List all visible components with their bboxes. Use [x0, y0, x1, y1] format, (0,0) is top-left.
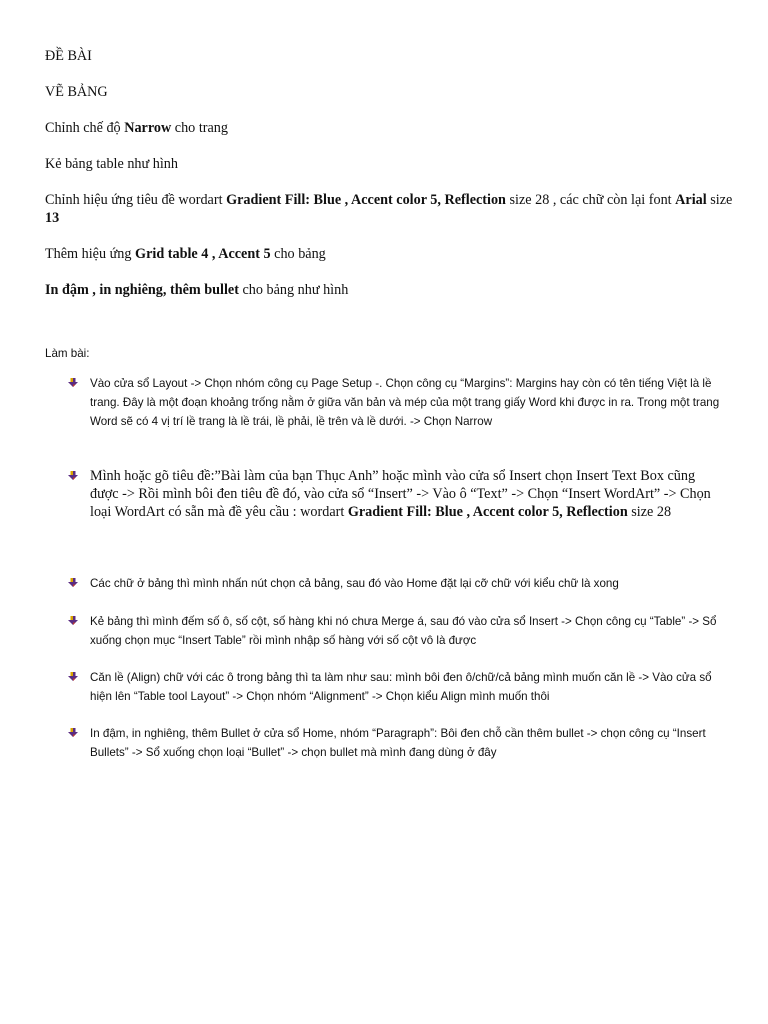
document-page: ĐỀ BÀI VẼ BẢNG Chỉnh chế độ Narrow cho trang Kẻ bảng table như hình Chỉnh hiệu ứng tiêu đề wordart Gradient Fill: Blue , Accent color 5, Reflection size 28 , các chữ còn lại font Arial size 13 Thêm hiệu ứng Grid table 4 , Accent 5 cho bảng In đậm , in nghiêng, thêm bullet cho bảng như hình Làm bài: Vào cửa sổ Layout -> Chọn nhóm công cụ Page Setup -. Chọn công cụ “Margins”: Margins hay còn có tên tiếng Việt là lề trang. Đây là một đoạn khoảng trống nằm ở giữa văn bản và mép của một trang giấy Word khi được in ra. Trong một trang Word sẽ có 4 vị trí lề trang là lề trái, lề phải, lề trên và lề dưới. -> Chọn Narrow Mình hoặc gõ tiêu đề:”Bài làm của bạn Thục Anh” hoặc mình vào cửa sổ Insert chọn Insert Text Box cũng được -> Rồi mình bôi đen tiêu đề đó, vào cửa sổ “Insert” -> Vào ô “Text” -> Chọn “Insert WordArt” -> Chọn loại WordArt có sẵn mà đề yêu cầu : wordart Gradient Fill: Blue , Accent color 5, Reflection size 28 Các chữ ở bảng thì mình nhấn nút chọn cả bảng, sau đó vào Home đặt lại cỡ chữ với kiểu chữ là xong Kẻ bảng thì mình đếm số ô, số cột, số hàng khi nó chưa Merge á, sau đó vào cửa sổ Insert -> Chọn công cụ “Table” -> Sổ xuống chọn mục “Insert Table” rồi mình nhập số hàng với số cột vô là được Căn lề (Align) chữ với các ô trong bảng thì ta làm như sau: mình bôi đen ô/chữ/cả bảng mình muốn căn lề -> Vào cửa sổ hiện lên “Table tool Layout” -> Chọn nhóm “Alignment” -> Chọn kiểu Align mình muốn thôi In đậm, in nghiêng, thêm Bullet ở cửa sổ Home, nhóm “Paragraph”: Bôi đen chỗ cần thêm bullet -> chọn công cụ “Insert Bullets” -> Sổ xuống chọn loại “Bullet” -> chọn bullet mà mình đang dùng ở đây [0, 0, 768, 1024]
arrow-bullet-icon [68, 616, 78, 626]
requirement-wordart: Chỉnh hiệu ứng tiêu đề wordart Gradient Fill: Blue , Accent color 5, Reflection size 28 , các chữ còn lại font Arial size 13 [45, 192, 733, 226]
exercise-title: ĐỀ BÀI [45, 48, 92, 64]
requirement-grid-table: Thêm hiệu ứng Grid table 4 , Accent 5 cho bảng [45, 246, 326, 262]
arrow-bullet-icon [68, 471, 78, 481]
exercise-subtitle: VẼ BẢNG [45, 84, 108, 100]
arrow-bullet-icon [68, 672, 78, 682]
requirement-table: Kẻ bảng table như hình [45, 156, 178, 172]
arrow-bullet-icon [68, 578, 78, 588]
arrow-bullet-icon [68, 378, 78, 388]
requirement-bold-italic: In đậm , in nghiêng, thêm bullet cho bảng như hình [45, 282, 349, 298]
requirement-narrow: Chỉnh chế độ Narrow cho trang [45, 120, 228, 136]
arrow-bullet-icon [68, 728, 78, 738]
answer-label: Làm bài: [45, 347, 90, 360]
